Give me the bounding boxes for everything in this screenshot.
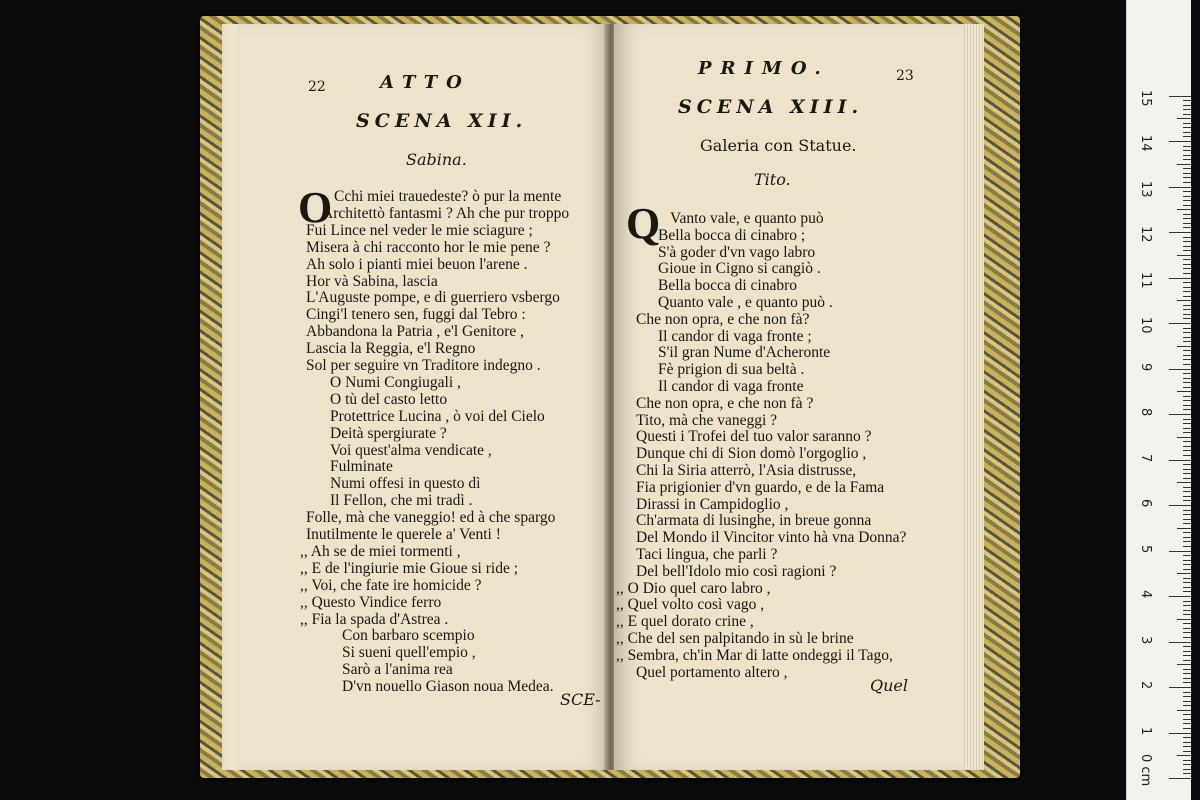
- ruler-tick: [1169, 551, 1191, 552]
- ruler-tick: [1183, 114, 1191, 115]
- ruler-tick: [1183, 405, 1191, 406]
- ruler-tick: [1183, 623, 1191, 624]
- ruler-tick: [1183, 714, 1191, 715]
- ruler-tick: [1183, 127, 1191, 128]
- verse-line: Inutilmente le querele a' Venti !: [306, 526, 501, 543]
- ruler-tick: [1183, 705, 1191, 706]
- ruler-tick: [1169, 141, 1191, 142]
- ruler-tick: [1183, 496, 1191, 497]
- verse-line: Del Mondo il Vincitor vinto hà vna Donna?: [636, 529, 907, 547]
- ruler-tick: [1183, 382, 1191, 383]
- ruler-label: 15: [1138, 89, 1153, 107]
- verse-line: Con barbaro scempio: [342, 627, 475, 645]
- ruler-tick: [1183, 455, 1191, 456]
- scene-setting: Galeria con Statue.: [700, 136, 857, 155]
- ruler-tick: [1183, 332, 1191, 333]
- verse-line: ,, Fia la spada d'Astrea .: [300, 610, 449, 628]
- ruler-tick: [1183, 614, 1191, 615]
- verse-line: Il Fellon, che mi tradì .: [330, 492, 473, 510]
- drop-cap: Q: [626, 199, 661, 248]
- ruler-tick: [1183, 464, 1191, 465]
- verse-line: ,, Voi, che fate ire homicide ?: [300, 576, 482, 594]
- ruler-tick: [1183, 196, 1191, 197]
- ruler-tick: [1183, 341, 1191, 342]
- speaker-name: Sabina.: [406, 150, 467, 169]
- catchword: Quel: [870, 676, 909, 695]
- verse-line: Misera à chi racconto hor le mie pene ?: [306, 238, 551, 256]
- verse-line: D'vn nouello Giason noua Medea.: [342, 678, 554, 696]
- ruler-tick: [1183, 309, 1191, 310]
- ruler-tick: [1183, 419, 1191, 420]
- verse-line: ,, O Dio quel caro labro ,: [616, 579, 771, 597]
- ruler-tick: [1183, 478, 1191, 479]
- ruler-tick: [1183, 696, 1191, 697]
- ruler-tick: [1183, 132, 1191, 133]
- ruler-tick: [1183, 177, 1191, 178]
- ruler-tick: [1183, 669, 1191, 670]
- ruler-tick: [1183, 523, 1191, 524]
- verse-line: ,, Quel volto così vago ,: [616, 596, 765, 614]
- verse-line: ,, Che del sen palpitando in sù le brine: [616, 630, 854, 647]
- verse-line: Chi la Siria atterrò, l'Asia distrusse,: [636, 462, 857, 479]
- verse-line: Ah solo i pianti miei beuon l'arene .: [306, 255, 528, 273]
- ruler-tick: [1183, 373, 1191, 374]
- ruler-tick: [1183, 587, 1191, 588]
- ruler-label: 2: [1138, 681, 1153, 690]
- ruler-tick: [1183, 191, 1191, 192]
- verse-line: Vanto vale, e quanto può: [670, 210, 824, 227]
- ruler-tick: [1169, 778, 1191, 779]
- ruler-tick: [1183, 296, 1191, 297]
- ruler-tick: [1183, 264, 1191, 265]
- verse-line: O Numi Congiugali ,: [330, 373, 461, 391]
- ruler-label: 7: [1138, 453, 1153, 462]
- ruler-tick: [1177, 573, 1191, 574]
- ruler-tick: [1169, 414, 1191, 415]
- verse-line: Quanto vale , e quanto può .: [658, 294, 833, 311]
- verse-line: Deità spergiurate ?: [330, 424, 447, 442]
- ruler-tick: [1183, 282, 1191, 283]
- ruler-tick: [1183, 428, 1191, 429]
- verse-line: ,, E de l'ingiurie mie Gioue si ride ;: [300, 559, 519, 577]
- ruler-label: 0 cm: [1138, 754, 1153, 787]
- ruler-tick: [1183, 637, 1191, 638]
- running-head: ATTO: [380, 72, 471, 93]
- ruler-tick: [1183, 318, 1191, 319]
- ruler-tick: [1183, 387, 1191, 388]
- verse-line: Gioue in Cigno si cangiò .: [658, 260, 821, 278]
- verse-line: Bella bocca di cinabro: [658, 277, 798, 295]
- ruler-tick: [1183, 328, 1191, 329]
- ruler-tick: [1183, 760, 1191, 761]
- ruler-tick: [1177, 528, 1191, 529]
- ruler-tick: [1183, 400, 1191, 401]
- ruler-tick: [1183, 701, 1191, 702]
- ruler-tick: [1183, 100, 1191, 101]
- ruler-tick: [1183, 432, 1191, 433]
- ruler-tick: [1177, 437, 1191, 438]
- ruler-tick: [1183, 268, 1191, 269]
- ruler-tick: [1183, 450, 1191, 451]
- verse-line: Fui Lince nel veder le mie sciagure ;: [306, 221, 533, 239]
- catchword: SCE-: [560, 690, 601, 709]
- ruler-tick: [1183, 601, 1191, 602]
- ruler-tick: [1169, 232, 1191, 233]
- ruler-tick: [1169, 278, 1191, 279]
- ruler-tick: [1183, 396, 1191, 397]
- ruler-tick: [1183, 150, 1191, 151]
- drop-cap: O: [298, 183, 333, 232]
- ruler-label: 3: [1138, 635, 1153, 644]
- ruler-tick: [1169, 96, 1191, 97]
- ruler-tick: [1183, 337, 1191, 338]
- ruler-tick: [1183, 105, 1191, 106]
- ruler-tick: [1169, 505, 1191, 506]
- ruler-tick: [1183, 628, 1191, 629]
- ruler-tick: [1183, 655, 1191, 656]
- ruler-tick: [1183, 364, 1191, 365]
- ruler-tick: [1177, 391, 1191, 392]
- verse-line: Bella bocca di cinabro ;: [658, 226, 806, 244]
- ruler-tick: [1183, 359, 1191, 360]
- ruler-tick: [1183, 446, 1191, 447]
- ruler-label: 10: [1138, 317, 1153, 334]
- ruler-tick: [1183, 246, 1191, 247]
- ruler-label: 1: [1138, 726, 1153, 735]
- ruler-tick: [1169, 687, 1191, 688]
- ruler-tick: [1183, 500, 1191, 501]
- ruler-tick: [1177, 255, 1191, 256]
- ruler-tick: [1183, 532, 1191, 533]
- ruler-tick: [1169, 460, 1191, 461]
- ruler-tick: [1183, 546, 1191, 547]
- ruler-label: 6: [1138, 499, 1153, 508]
- ruler-tick: [1183, 591, 1191, 592]
- ruler-tick: [1183, 564, 1191, 565]
- verse-line: Sarò a l'anima rea: [342, 661, 453, 679]
- verse-line: Fulminate: [330, 458, 393, 476]
- ruler-tick: [1183, 510, 1191, 511]
- ruler-label: 13: [1138, 180, 1153, 198]
- ruler-tick: [1177, 118, 1191, 119]
- ruler-tick: [1183, 514, 1191, 515]
- verse-line: Cchi miei trauedeste? ò pur la mente: [334, 188, 562, 205]
- ruler-tick: [1183, 632, 1191, 633]
- ruler-tick: [1183, 259, 1191, 260]
- verse-line: Il candor di vaga fronte: [658, 378, 804, 395]
- ruler-tick: [1183, 173, 1191, 174]
- ruler-tick: [1183, 123, 1191, 124]
- ruler-tick: [1183, 605, 1191, 606]
- verse-line: Abbandona la Patria , e'l Genitore ,: [306, 323, 524, 341]
- verse-line: Dirassi in Campidoglio ,: [636, 495, 789, 513]
- verse-line: ,, Sembra, ch'in Mar di latte ondeggi il Tago,: [616, 646, 893, 664]
- ruler-tick: [1183, 250, 1191, 251]
- ruler-tick: [1183, 682, 1191, 683]
- open-book: [200, 16, 1020, 778]
- ruler-label: 4: [1138, 590, 1153, 599]
- verse-line: Taci lingua, che parli ?: [636, 546, 778, 563]
- ruler-tick: [1169, 323, 1191, 324]
- ruler-tick: [1183, 673, 1191, 674]
- ruler-tick: [1183, 723, 1191, 724]
- ruler-label: 8: [1138, 408, 1153, 417]
- ruler-tick: [1183, 287, 1191, 288]
- ruler-label: 9: [1138, 362, 1153, 371]
- ruler-tick: [1177, 619, 1191, 620]
- ruler-tick: [1177, 346, 1191, 347]
- verse-line: Fia prigionier d'vn guardo, e de la Fama: [636, 478, 885, 496]
- verse-line: Questi i Trofei del tuo valor saranno ?: [636, 428, 872, 446]
- ruler-tick: [1183, 719, 1191, 720]
- ruler-tick: [1183, 159, 1191, 160]
- ruler-label: 12: [1138, 226, 1153, 243]
- ruler-tick: [1177, 164, 1191, 165]
- ruler-tick: [1183, 291, 1191, 292]
- ruler-tick: [1183, 205, 1191, 206]
- verse-line: Sol per seguire vn Traditore indegno .: [306, 357, 541, 374]
- ruler-tick: [1183, 469, 1191, 470]
- ruler-tick: [1183, 569, 1191, 570]
- verse-line: Hor và Sabina, lascia: [306, 272, 438, 290]
- verse-line: Il candor di vaga fronte ;: [658, 327, 812, 345]
- ruler-tick: [1183, 423, 1191, 424]
- ruler-tick: [1177, 209, 1191, 210]
- ruler-tick: [1183, 227, 1191, 228]
- measuring-ruler: [1126, 0, 1191, 800]
- ruler-tick: [1183, 223, 1191, 224]
- ruler-tick: [1169, 596, 1191, 597]
- ruler-tick: [1169, 642, 1191, 643]
- verse-line: S'il gran Nume d'Acheronte: [658, 344, 831, 362]
- ruler-tick: [1169, 733, 1191, 734]
- ruler-tick: [1183, 541, 1191, 542]
- verse-line: L'Auguste pompe, e di guerriero vsbergo: [306, 289, 560, 307]
- verse-line: ,, Ah se de miei tormenti ,: [300, 542, 461, 560]
- ruler-tick: [1183, 769, 1191, 770]
- verse-line: Lascia la Reggia, e'l Regno: [306, 340, 476, 358]
- ruler-tick: [1183, 441, 1191, 442]
- verse-line: Numi offesi in questo dì: [330, 475, 481, 493]
- verse-line: Del bell'Idolo mio così ragioni ?: [636, 562, 837, 580]
- ruler-tick: [1169, 369, 1191, 370]
- ruler-tick: [1183, 214, 1191, 215]
- ruler-tick: [1183, 692, 1191, 693]
- verse-line: Folle, mà che vaneggio! ed à che spargo: [306, 509, 556, 527]
- ruler-tick: [1183, 200, 1191, 201]
- ruler-tick: [1183, 473, 1191, 474]
- ruler-tick: [1177, 664, 1191, 665]
- running-head: PRIMO.: [698, 58, 830, 79]
- ruler-label: 11: [1138, 271, 1153, 289]
- ruler-tick: [1183, 519, 1191, 520]
- speaker-name: Tito.: [754, 170, 791, 189]
- ruler-tick: [1183, 578, 1191, 579]
- ruler-tick: [1183, 155, 1191, 156]
- ruler-tick: [1183, 491, 1191, 492]
- ruler-tick: [1177, 300, 1191, 301]
- scene-heading: SCENA XII.: [356, 110, 528, 132]
- ruler-tick: [1177, 482, 1191, 483]
- left-page: [222, 24, 610, 770]
- ruler-tick: [1183, 218, 1191, 219]
- verse-line: Cingi'l tenero sen, fuggi dal Tebro :: [306, 306, 526, 324]
- ruler-tick: [1183, 646, 1191, 647]
- ruler-tick: [1183, 728, 1191, 729]
- ruler-tick: [1183, 109, 1191, 110]
- ruler-tick: [1183, 168, 1191, 169]
- ruler-tick: [1183, 773, 1191, 774]
- verse-line: ,, E quel dorato crine ,: [616, 613, 754, 631]
- ruler-tick: [1183, 660, 1191, 661]
- ruler-tick: [1183, 582, 1191, 583]
- ruler-tick: [1183, 273, 1191, 274]
- ruler-tick: [1183, 537, 1191, 538]
- ruler-tick: [1183, 764, 1191, 765]
- ruler-tick: [1183, 742, 1191, 743]
- ruler-tick: [1177, 710, 1191, 711]
- verse-line: Ch'armata di lusinghe, in breue gonna: [636, 512, 872, 530]
- ruler-tick: [1183, 182, 1191, 183]
- page-number: 22: [308, 79, 326, 95]
- ruler-tick: [1183, 678, 1191, 679]
- ruler-tick: [1183, 355, 1191, 356]
- ruler-tick: [1183, 241, 1191, 242]
- ruler-label: 5: [1138, 544, 1153, 553]
- verse-line: O tù del casto letto: [330, 390, 448, 408]
- ruler-tick: [1183, 146, 1191, 147]
- verse-line: Voi quest'alma vendicate ,: [330, 441, 492, 459]
- ruler-tick: [1183, 610, 1191, 611]
- verse-line: Si sueni quell'empio ,: [342, 644, 476, 662]
- right-page: [614, 24, 984, 770]
- verse-line: Tito, mà che vaneggi ?: [636, 411, 778, 429]
- ruler-tick: [1183, 350, 1191, 351]
- ruler-tick: [1183, 651, 1191, 652]
- verse-line: ,, Questo Vindice ferro: [300, 593, 442, 611]
- ruler-tick: [1183, 555, 1191, 556]
- ruler-tick: [1183, 560, 1191, 561]
- verse-line: Protettrice Lucina , ò voi del Cielo: [330, 407, 545, 425]
- ruler-tick: [1183, 746, 1191, 747]
- verse-line: Architettò fantasmi ? Ah che pur troppo: [322, 204, 570, 222]
- ruler-tick: [1183, 237, 1191, 238]
- ruler-tick: [1183, 378, 1191, 379]
- page-number: 23: [896, 68, 914, 84]
- verse-line: Che non opra, e che non fà ?: [636, 394, 814, 412]
- ruler-tick: [1183, 305, 1191, 306]
- ruler-tick: [1183, 136, 1191, 137]
- ruler-tick: [1183, 751, 1191, 752]
- ruler-label: 14: [1138, 135, 1153, 152]
- ruler-tick: [1183, 314, 1191, 315]
- ruler-tick: [1183, 737, 1191, 738]
- scene-heading: SCENA XIII.: [678, 96, 864, 118]
- verse-line: Fè prigion di sua beltà .: [658, 361, 805, 379]
- verse-line: Dunque chi di Sion domò l'orgoglio ,: [636, 445, 867, 463]
- verse-line: Che non opra, e che non fà?: [636, 310, 810, 328]
- verse-line: Quel portamento altero ,: [636, 663, 788, 681]
- verse-line: S'à goder d'vn vago labro: [658, 243, 816, 261]
- ruler-tick: [1169, 187, 1191, 188]
- ruler-tick: [1177, 755, 1191, 756]
- ruler-tick: [1183, 409, 1191, 410]
- ruler-tick: [1183, 487, 1191, 488]
